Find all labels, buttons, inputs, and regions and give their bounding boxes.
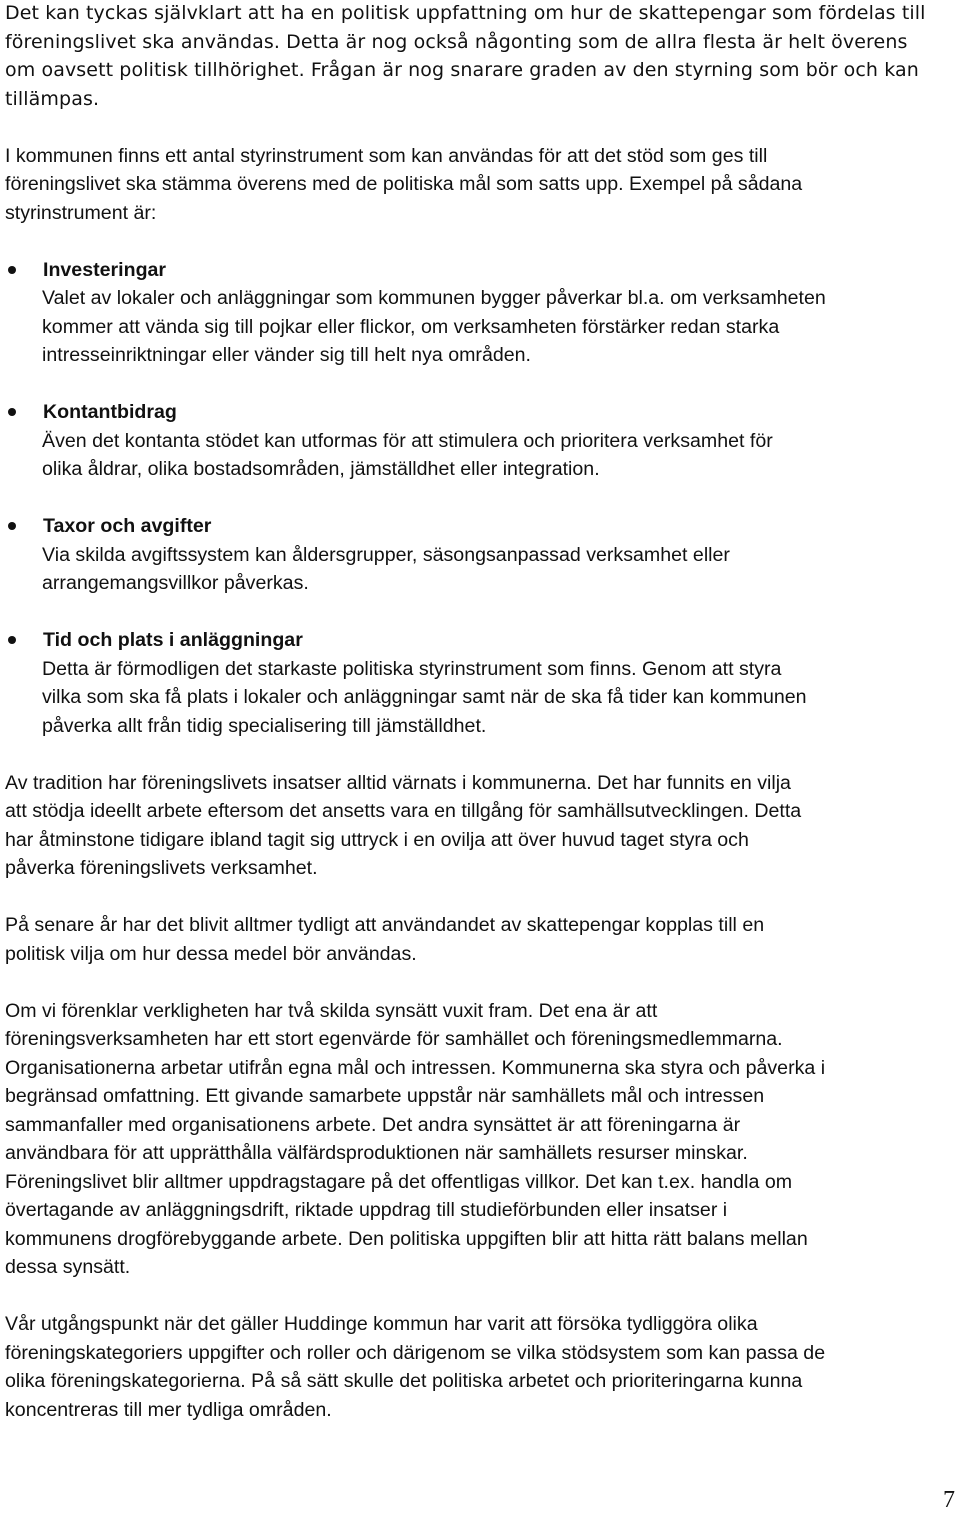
text-line: Vår utgångspunkt när det gäller Huddinge kommun har varit att försöka tydliggöra olika [5,1313,758,1335]
text-line: På senare år har det blivit alltmer tydligt att användandet av skattepengar kopplas till en [5,914,765,936]
text-line: kommunens drogförebyggande arbete. Den politiska uppgiften blir att hitta rätt balans mellan [5,1227,808,1250]
text-line: om oavsett politisk tillhörighet. Frågan är nog snarare graden av den styrning som bör och kan [5,59,919,81]
instruments-intro-paragraph [5,142,955,228]
bullet-body [42,284,955,370]
text-line: tillämpas. [5,87,100,110]
bullet-item-kontantbidrag [5,398,955,484]
page-number: 7 [943,1487,955,1513]
bullet-body [42,427,955,484]
text-line: Även det kontanta stödet kan utformas för att stimulera och prioritera verksamhet för [42,429,773,452]
text-line: Om vi förenklar verkligheten har två skilda synsätt vuxit fram. Det ena är att [5,999,658,1022]
text-line: Valet av lokaler och anläggningar som kommunen bygger påverkar bl.a. om verksamheten [42,287,826,309]
text-line: föreningskategoriers uppgifter och roller och därigenom se vilka stödsystem som kan passa de [5,1341,826,1364]
text-line: Föreningslivet blir alltmer uppdragstagare på det offentligas villkor. Det kan t.ex. handla om [5,1170,793,1193]
bullet-body [42,655,955,741]
bullet-item-tid-och-plats [5,626,955,740]
bullet-dot-icon [8,636,16,644]
text-line: kommer att vända sig till pojkar eller flickor, om verksamheten förstärker redan starka [42,315,780,338]
text-line: Organisationerna arbetar utifrån egna mål och intressen. Kommunerna ska styra och påverka i [5,1056,826,1079]
bullet-heading: Investeringar [43,258,167,281]
bullet-heading: Kontantbidrag [43,401,177,423]
bullet-dot-icon [8,522,16,530]
text-line: olika föreningskategorierna. På så sätt skulle det politiska arbetet och prioriteringarna kunna [5,1370,803,1392]
text-line: föreningsverksamheten har ett stort egenvärde för samhället och föreningsmedlemmarna. [5,1028,783,1050]
text-line: I kommunen finns ett antal styrinstrument som kan användas för att det stöd som ges till [5,144,768,167]
text-line: Det kan tyckas självklart att ha en politisk uppfattning om hur de skattepengar som fördelas till [5,2,926,24]
text-line: påverka allt från tidig specialisering till jämställdhet. [42,714,487,737]
bullet-dot-icon [8,408,16,416]
text-line: har åtminstone tidigare ibland tagit sig uttryck i en ovilja att över huvud taget styra och [5,828,749,851]
text-line: att stödja ideellt arbete eftersom det ansetts vara en tillgång för samhällsutvecklingen. Detta [5,800,802,822]
text-line: olika åldrar, olika bostadsområden, jämställdhet eller integration. [42,458,600,480]
text-line: användbara för att upprätthålla välfärdsproduktionen när samhällets resurser minskar. [5,1142,748,1164]
tradition-paragraph [5,769,955,883]
text-line: sammanfaller med organisationens arbete. Det andra synsättet är att föreningarna är [5,1113,741,1136]
text-line: politisk vilja om hur dessa medel bör användas. [5,942,417,965]
text-line: Av tradition har föreningslivets insatser alltid värnats i kommunerna. Det har funnits en vilja [5,771,791,794]
bullet-heading: Tid och plats i anläggningar [43,629,303,651]
document-page [5,0,955,1424]
text-line: vilka som ska få plats i lokaler och anläggningar samt när de ska få tider kan kommunen [42,686,807,708]
text-line: föreningslivet ska användas. Detta är nog också någonting som de allra flesta är helt överens [5,30,908,53]
bullet-item-taxor [5,512,955,598]
recent-paragraph [5,911,955,968]
bullet-heading: Taxor och avgifter [43,515,212,537]
intro-paragraph [5,0,955,113]
text-line: koncentreras till mer tydliga områden. [5,1398,332,1421]
bullet-dot-icon [8,266,16,274]
text-line: Via skilda avgiftssystem kan åldersgrupper, säsongsanpassad verksamhet eller [42,543,730,566]
text-line: styrinstrument är: [5,201,157,224]
text-line: Detta är förmodligen det starkaste politiska styrinstrument som finns. Genom att styra [42,657,782,680]
text-line: begränsad omfattning. Ett givande samarbete uppstår när samhällets mål och intressen [5,1085,765,1107]
text-line: dessa synsätt. [5,1256,131,1278]
bullet-body [42,541,955,598]
bullet-item-investeringar [5,256,955,370]
views-paragraph [5,997,955,1282]
text-line: påverka föreningslivets verksamhet. [5,857,318,879]
starting-point-paragraph [5,1310,955,1424]
text-line: föreningslivet ska stämma överens med de politiska mål som satts upp. Exempel på sådana [5,173,803,195]
text-line: övertagande av anläggningsdrift, riktade uppdrag till studieförbunden eller insatser i [5,1199,728,1221]
text-line: intresseinriktningar eller vänder sig till helt nya områden. [42,344,531,366]
text-line: arrangemangsvillkor påverkas. [42,572,309,594]
